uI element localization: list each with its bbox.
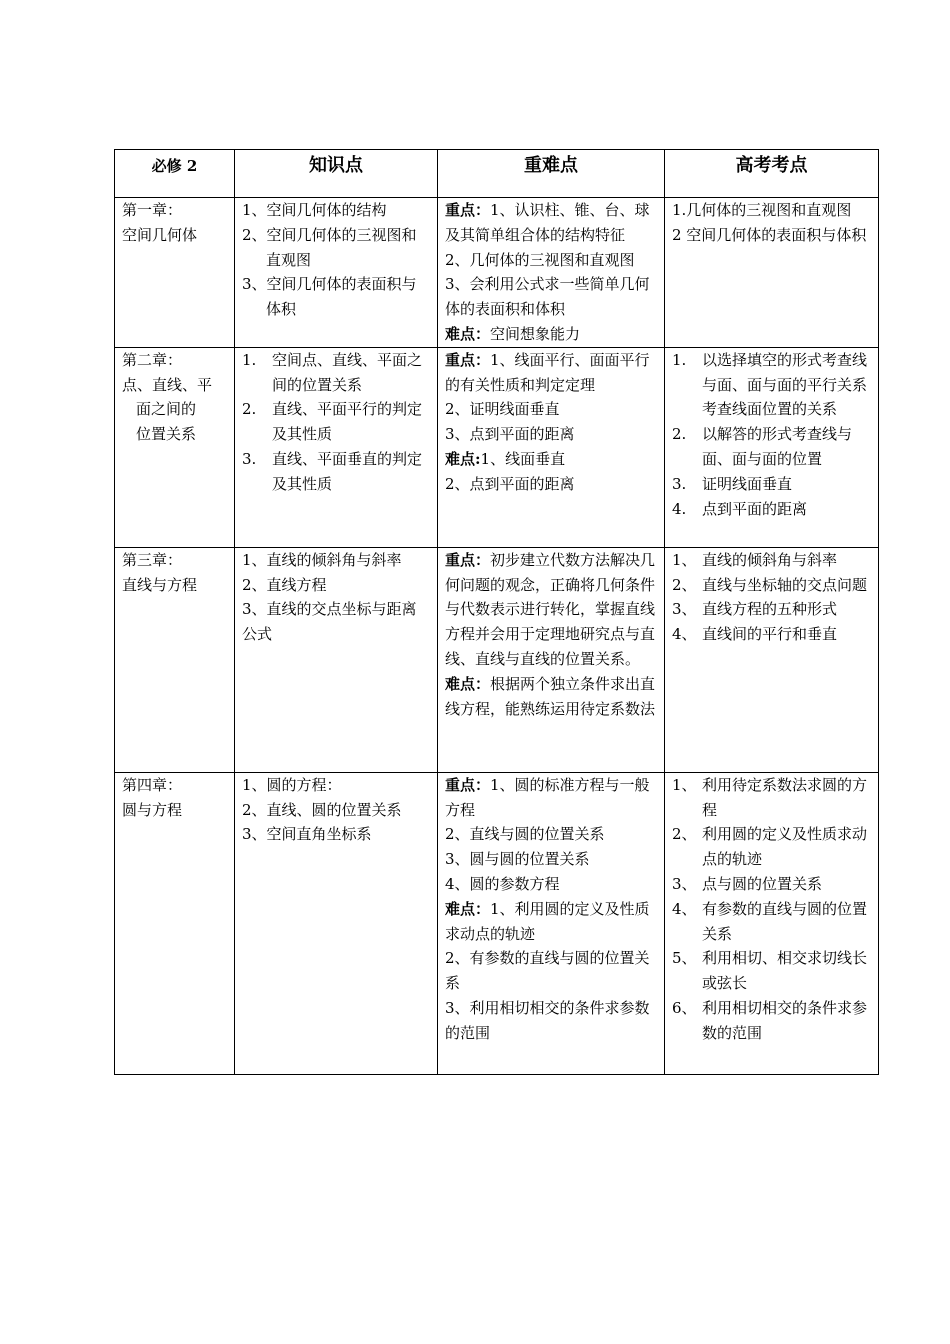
list-marker: 1、 <box>672 550 697 569</box>
list-item: 2、直线与圆的位置关系 <box>445 825 605 844</box>
list-marker: 2. <box>672 425 687 444</box>
list-marker: 4、 <box>672 625 697 644</box>
list-marker: 3、 <box>672 600 697 619</box>
list-marker: 1. <box>672 350 687 369</box>
list-item: 直线与坐标轴的交点问题 <box>702 575 868 594</box>
knowledge-cell <box>235 772 438 1074</box>
list-item: 3、空间直角坐标系 <box>242 825 372 844</box>
header-course: 必修 2 <box>115 150 235 198</box>
chapter-title: 位置关系 <box>136 425 197 444</box>
list-item: 证明线面垂直 <box>702 474 793 493</box>
chapter-number: 第二章： <box>122 350 183 369</box>
list-marker: 5、 <box>672 949 697 968</box>
list-item: 2、几何体的三视图和直观图 <box>445 250 635 269</box>
list-item: 4、圆的参数方程 <box>445 874 560 893</box>
list-item: 直线的倾斜角与斜率 <box>702 550 838 569</box>
list-item: 1、利用圆的定义及性质求动点的轨迹 <box>445 899 650 943</box>
chapter-title: 面之间的 <box>136 400 197 419</box>
chapter-number: 第一章： <box>122 201 183 219</box>
chapter-title: 直线与方程 <box>122 575 198 594</box>
key-points-cell <box>438 347 665 547</box>
list-marker: 6、 <box>672 998 697 1017</box>
key-label: 重点： <box>445 775 491 794</box>
knowledge-cell <box>235 198 438 348</box>
chapter-cell <box>115 347 235 547</box>
key-points-cell <box>438 198 665 348</box>
header-knowledge: 知识点 <box>235 150 438 198</box>
key-label: 重点： <box>445 550 491 569</box>
list-item: 3、直线的交点坐标与距离公式 <box>242 600 417 644</box>
chapter-title: 空间几何体 <box>122 225 198 244</box>
list-marker: 2. <box>242 400 257 419</box>
list-item: 利用相切、相交求切线长或弦长 <box>702 949 868 993</box>
chapter-title: 圆与方程 <box>122 800 183 819</box>
table-header-row <box>115 150 879 198</box>
list-item: 2、空间几何体的三视图和直观图 <box>242 225 417 269</box>
knowledge-cell <box>235 547 438 772</box>
list-item: 3、点到平面的距离 <box>445 425 575 444</box>
difficult-label: 难点: <box>445 449 481 468</box>
list-marker: 3、 <box>672 874 697 893</box>
table-row <box>115 347 879 547</box>
list-item: 3、利用相切相交的条件求参数的范围 <box>445 998 650 1042</box>
list-item: 3、空间几何体的表面积与体积 <box>242 275 417 319</box>
list-item: 2、点到平面的距离 <box>445 474 575 493</box>
list-marker: 3. <box>672 474 687 493</box>
chapter-title: 点、直线、平 <box>122 375 213 394</box>
key-points-cell <box>438 547 665 772</box>
key-points-cell <box>438 772 665 1074</box>
difficult-label: 难点： <box>445 899 491 918</box>
syllabus-table <box>114 149 879 1075</box>
list-item: 1、直线的倾斜角与斜率 <box>242 550 402 569</box>
exam-points-cell <box>665 198 879 348</box>
exam-points-cell <box>665 547 879 772</box>
exam-points-cell <box>665 772 879 1074</box>
list-item: 直线、平面平行的判定及其性质 <box>272 400 423 444</box>
list-item: 点与圆的位置关系 <box>702 874 823 893</box>
list-item: 1、线面平行、面面平行的有关性质和判定定理 <box>445 350 650 394</box>
difficult-label: 难点： <box>445 674 491 693</box>
header-key-points: 重难点 <box>438 150 665 198</box>
list-item: 直线、平面垂直的判定及其性质 <box>272 449 423 493</box>
list-marker: 2、 <box>672 825 697 844</box>
list-item: 直线方程的五种形式 <box>702 600 838 619</box>
list-item: 1、认识柱、锥、台、球及其简单组合体的结构特征 <box>445 201 650 244</box>
list-marker: 4、 <box>672 899 697 918</box>
list-item: 1、圆的标准方程与一般方程 <box>445 775 650 819</box>
chapter-cell <box>115 547 235 772</box>
list-item: 2、直线方程 <box>242 575 327 594</box>
list-item: 利用相切相交的条件求参数的范围 <box>702 998 868 1042</box>
table-row <box>115 198 879 348</box>
chapter-cell <box>115 772 235 1074</box>
key-label: 重点： <box>445 201 491 219</box>
list-item: 空间想象能力 <box>490 324 581 343</box>
header-exam-points: 高考考点 <box>665 150 879 198</box>
table-row <box>115 772 879 1074</box>
list-item: 初步建立代数方法解决几何问题的观念，正确将几何条件与代数表示进行转化，掌握直线方程并会用于定理地研究点与直线、直线与直线的位置关系。 <box>445 550 656 668</box>
list-marker: 4. <box>672 499 687 518</box>
table-row <box>115 547 879 772</box>
chapter-number: 第四章： <box>122 775 183 794</box>
list-item: 1、圆的方程： <box>242 775 342 794</box>
list-marker: 1、 <box>672 775 697 794</box>
list-item: 直线间的平行和垂直 <box>702 625 838 644</box>
list-item: 2 空间几何体的表面积与体积 <box>672 225 867 244</box>
list-item: 点到平面的距离 <box>702 499 808 518</box>
list-item: 2、有参数的直线与圆的位置关系 <box>445 949 650 993</box>
list-item: 有参数的直线与圆的位置关系 <box>702 899 868 943</box>
list-marker: 2、 <box>672 575 697 594</box>
list-marker: 1. <box>242 350 257 369</box>
list-item: 1、空间几何体的结构 <box>242 201 387 219</box>
list-item: 利用待定系数法求圆的方程 <box>702 775 868 819</box>
list-item: 利用圆的定义及性质求动点的轨迹 <box>702 825 868 869</box>
list-item: 空间点、直线、平面之间的位置关系 <box>272 350 423 394</box>
list-item: 以解答的形式考查线与面、面与面的位置 <box>702 425 853 468</box>
key-label: 重点： <box>445 350 491 369</box>
difficult-label: 难点： <box>445 324 491 343</box>
list-item: 3、会利用公式求一些简单几何体的表面积和体积 <box>445 275 650 319</box>
list-item: 1、线面垂直 <box>480 449 566 468</box>
chapter-number: 第三章： <box>122 550 183 569</box>
list-item: 3、圆与圆的位置关系 <box>445 850 590 869</box>
list-item: 2、直线、圆的位置关系 <box>242 800 402 819</box>
list-item: 根据两个独立条件求出直线方程，能熟练运用待定系数法 <box>445 674 656 718</box>
list-item: 以选择填空的形式考查线与面、面与面的平行关系考查线面位置的关系 <box>702 350 868 419</box>
exam-points-cell <box>665 347 879 547</box>
list-item: 1.几何体的三视图和直观图 <box>672 201 852 219</box>
list-marker: 3. <box>242 449 257 468</box>
knowledge-cell <box>235 347 438 547</box>
chapter-cell <box>115 198 235 348</box>
list-item: 2、证明线面垂直 <box>445 400 560 419</box>
